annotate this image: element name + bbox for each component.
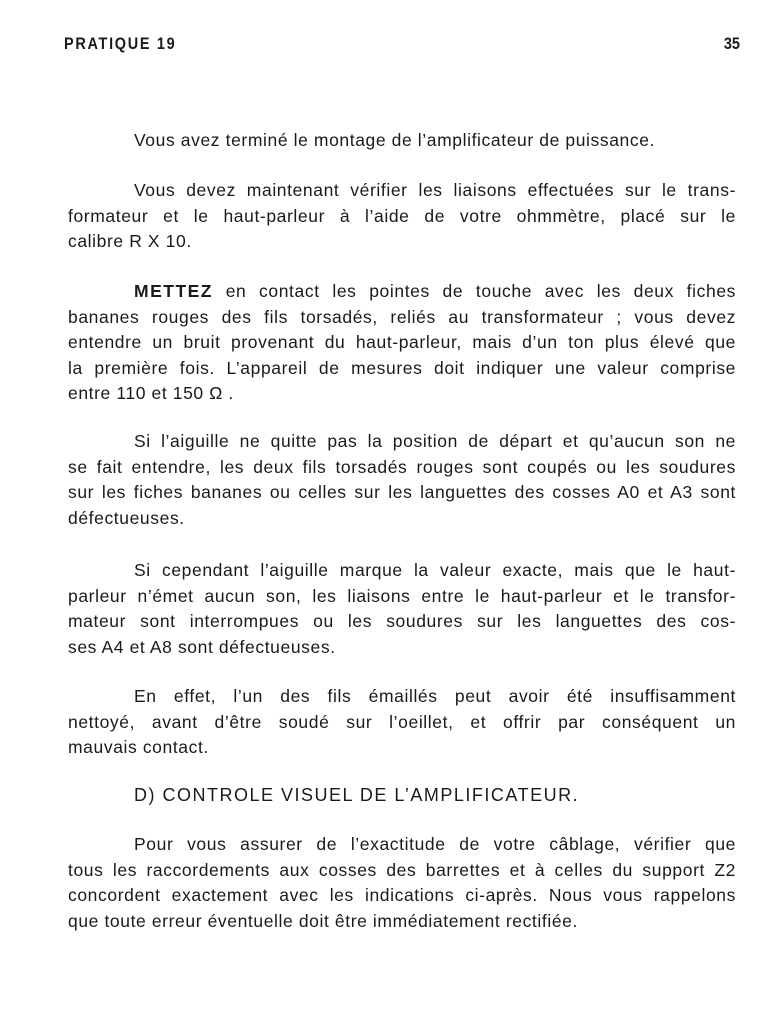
text-line: Si l’aiguille ne quitte pas la position de départ et qu’aucun son ne [134,431,736,451]
text-line: parleur n’émet aucun son, les liaisons entre le haut-parleur et le transfor- [68,585,736,606]
paragraph-4 [68,429,736,531]
text-line: bananes rouges des fils torsadés, reliés au transformateur ; vous devez [68,306,736,327]
page-header [64,34,740,58]
text-line: Vous devez maintenant vérifier les liaisons effectuées sur le trans- [134,180,736,200]
emphasis-mettez: METTEZ [134,281,213,301]
paragraph-3 [68,279,736,407]
paragraph-7 [68,832,736,934]
text-line: sur les fiches bananes ou celles sur les languettes des cosses A0 et A3 sont [68,482,736,502]
text-line: concordent exactement avec les indications ci-après. Nous vous rappelons [68,885,736,905]
text-line: mateur sont interrompues ou les soudures sur les languettes des cos- [68,611,736,631]
section-heading: D) CONTROLE VISUEL DE L’AMPLIFICATEUR. [134,785,580,805]
text-line: mauvais contact. [68,737,209,757]
text-line: ses A4 et A8 sont défectueuses. [68,636,336,657]
paragraph-6 [68,684,736,761]
text-line [68,279,736,305]
paragraph-5 [68,558,736,660]
text-line: formateur et le haut-parleur à l’aide de votre ohmmètre, placé sur le [68,205,736,226]
text-line: Si cependant l’aiguille marque la valeur exacte, mais que le haut- [134,560,736,580]
text-line: défectueuses. [68,507,185,528]
text-line: Pour vous assurer de l’exactitude de votre câblage, vérifier que [134,834,736,854]
text-line: nettoyé, avant d’être soudé sur l’oeillet, et offrir par conséquent un [68,711,736,732]
paragraph-1 [68,128,736,154]
text-line: En effet, l’un des fils émaillés peut avoir été insuffisamment [134,686,736,706]
text-line: Vous avez terminé le montage de l’amplificateur de puissance. [134,130,656,150]
paragraph-2 [68,178,736,255]
chapter-label: PRATIQUE 19 [64,34,177,53]
text-line: entre 110 et 150 Ω . [68,383,234,403]
text-line: entendre un bruit provenant du haut-parleur, mais d’un ton plus élevé que [68,332,736,352]
page-number: 35 [723,34,740,53]
text-line: la première fois. L’appareil de mesures doit indiquer une valeur comprise [68,357,736,378]
text-line-rest: en contact les pointes de touche avec les deux fiches [213,281,736,301]
text-line: se fait entendre, les deux fils torsadés rouges sont coupés ou les soudures [68,456,736,477]
text-line: tous les raccordements aux cosses des barrettes et à celles du support Z2 [68,859,736,880]
text-line: que toute erreur éventuelle doit être immédiatement rectifiée. [68,910,578,931]
text-line: calibre R X 10. [68,231,192,251]
